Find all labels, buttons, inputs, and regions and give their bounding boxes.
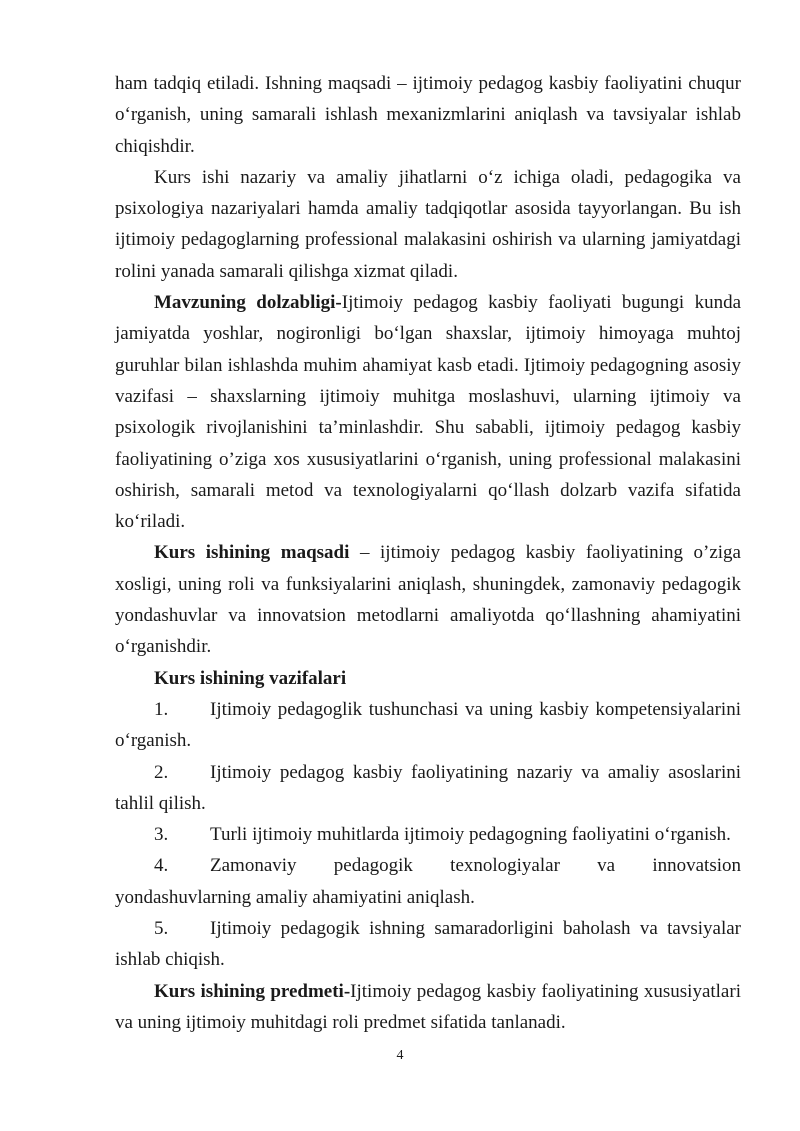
task-text: Ijtimoiy pedagogik ishning samaradorligini baholash va tavsiyalar ishlab chiqish. [115, 918, 741, 971]
task-item [115, 757, 741, 820]
task-text: Zamonaviy pedagogik texnologiyalar va innovatsion yondashuvlarning amaliy ahamiyatini aniqlash. [115, 855, 741, 908]
paragraph-course-overview: Kurs ishi nazariy va amaliy jihatlarni o‘z ichiga oladi, pedagogika va psixologiya nazariyalari hamda amaliy tadqiqotlar asosida tayyorlangan. Bu ish ijtimoiy pedagoglarning professional malakasini oshirish va ularning jamiyatdagi rolini yanada samarali qilishga xizmat qiladi. [115, 166, 741, 282]
task-text: Turli ijtimoiy muhitlarda ijtimoiy pedagogning faoliyatini o‘rganish. [210, 824, 731, 846]
task-item [115, 913, 741, 976]
tasks-heading: Kurs ishining vazifalari [154, 667, 347, 689]
task-item [115, 694, 741, 757]
paragraph-goal [115, 537, 741, 662]
paragraph-tasks-heading [115, 663, 741, 694]
subject-body: Ijtimoiy pedagog kasbiy faoliyatining xususiyatlari va uning ijtimoiy muhitdagi roli predmet sifatida tanlanadi. [115, 980, 741, 1033]
task-number: 4. [154, 855, 169, 877]
task-text: Ijtimoiy pedagoglik tushunchasi va uning kasbiy kompetensiyalarini o‘rganish. [115, 698, 741, 752]
goal-body: – ijtimoiy pedagog kasbiy faoliyatining o’ziga xosligi, uning roli va funksiyalarini aniqlash, shuningdek, zamonaviy pedagogik yondashuvlar va innovatsion metodlarni amaliyotda qo‘llashning ahamiyatini o‘rganishdir. [115, 542, 741, 658]
relevance-body: Ijtimoiy pedagog kasbiy faoliyati bugungi kunda jamiyatda yoshlar, nogironligi bo‘lgan shaxslar, ijtimoiy himoyaga muhtoj guruhlar bilan ishlashda muhim ahamiyat kasb etadi. Ijtimoiy pedagogning asosiy vazifasi – shaxslarning ijtimoiy muhitga moslashuvi, ularning ijtimoiy va psixologik rivojlanishini ta’minlashdir. Shu sababli, ijtimoiy pedagog kasbiy faoliyatining o’ziga xos xususiyatlarini o‘rganish, uning professional malakasini oshirish, samarali metod va texnologiyalarni qo‘llash dolzarb vazifa sifatida ko‘riladi. [115, 292, 741, 533]
page-content [115, 68, 741, 1038]
task-item [115, 850, 741, 913]
goal-heading: Kurs ishining maqsadi [154, 542, 350, 564]
paragraph-subject [115, 976, 741, 1039]
task-number: 2. [154, 761, 169, 783]
task-text: Ijtimoiy pedagog kasbiy faoliyatining nazariy va amaliy asoslarini tahlil qilish. [115, 761, 741, 814]
paragraph-relevance [115, 287, 741, 537]
subject-heading: Kurs ishining predmeti- [154, 980, 351, 1002]
relevance-heading: Mavzuning dolzabligi- [154, 292, 342, 314]
task-number: 3. [154, 824, 169, 846]
task-item [115, 819, 741, 850]
task-number: 5. [154, 918, 169, 940]
task-number: 1. [154, 698, 169, 720]
paragraph-intro-continuation: ham tadqiq etiladi. Ishning maqsadi – ijtimoiy pedagog kasbiy faoliyatini chuqur o‘rganish, uning samarali ishlash mexanizmlarini aniqlash va tavsiyalar ishlab chiqishdir. [115, 73, 741, 157]
page-number: 4 [396, 1048, 404, 1063]
